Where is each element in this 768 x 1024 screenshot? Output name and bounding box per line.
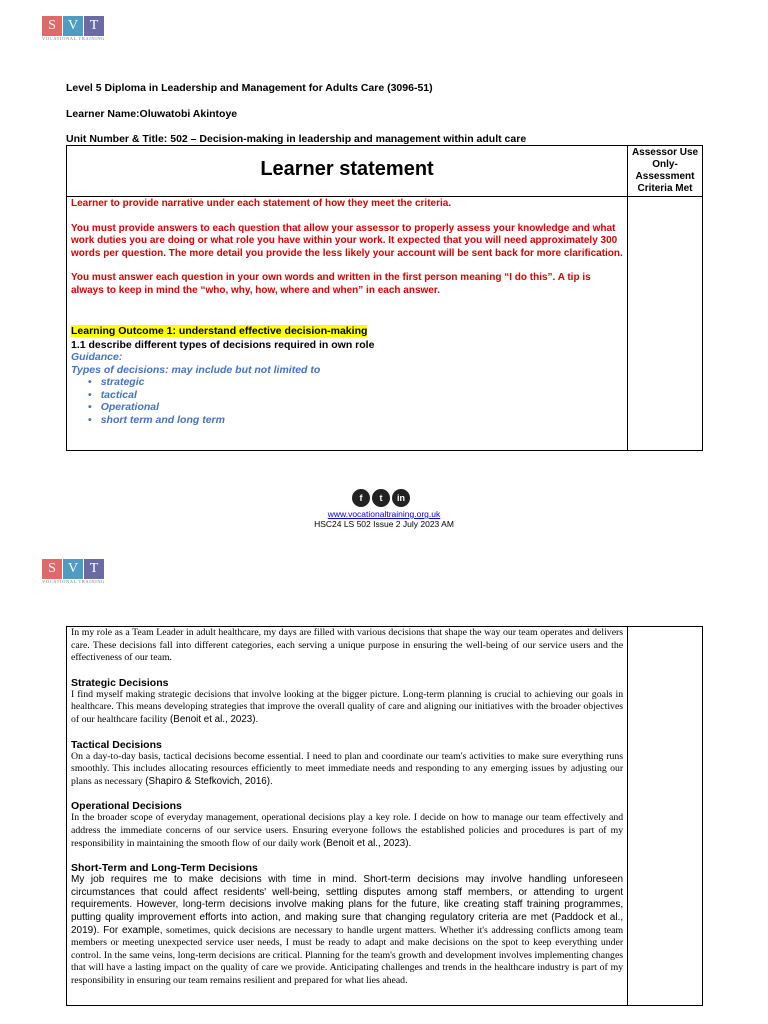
logo-letter-v: V xyxy=(63,16,83,36)
short-long-serif-text: sometimes, quick decisions are necessary to handle urgent matters. Whether it's addressing conflicts among team members or meeting unexpected service user needs, I must be ready to adapt and make decisions on the spot to keep everything under control. In the same veins, long-term decisions are critical. Planning for the team's growth and development involves implementing changes that will have a lasting impact on the quality of care we provide. Anticipating challenges and trends in the healthcare industry is part of my responsibility in ensuring our team remains resilient and prepared for what lies ahead. xyxy=(71,924,624,986)
instruction-1: Learner to provide narrative under each statement of how they meet the criteria. xyxy=(71,198,452,209)
unit-title: Unit Number & Title: 502 – Decision-making in leadership and management within adult care xyxy=(66,133,527,145)
logo-letter-t: T xyxy=(84,16,104,36)
logo-letter-s: S xyxy=(42,559,62,579)
short-long-sans-text: My job requires me to make decisions with time in mind. Short-term decisions may involve handling unforeseen circumstances that could affect residents' well-being, settling disputes among staff members, or attending to urgent requirements. However, long-term decisions involve making plans for the future, like creating staff training programmes, putting quality improvement efforts into action, and making sure that changing regulatory criteria are met (Paddock et al., 2019). For example, xyxy=(71,874,624,936)
logo-subtitle: VOCATIONAL TRAINING xyxy=(42,36,106,41)
linkedin-icon[interactable]: in xyxy=(392,489,410,507)
instructions-cell xyxy=(67,197,628,451)
website-link[interactable]: www.vocationaltraining.org.uk xyxy=(327,509,441,519)
twitter-icon[interactable]: t xyxy=(372,489,390,507)
issue-line: HSC24 LS 502 Issue 2 July 2023 AM xyxy=(314,519,454,529)
tactical-paragraph: On a day-to-day basis, tactical decisions become essential. I need to plan and coordinate our team's activities to make sure everything runs smoothly. This includes allocating resources efficiently to meet immediate needs and responding to any emerging issues by adjusting our plans as necessary (Shapiro & Stefkovich, 2016). xyxy=(71,750,624,787)
logo-letter-t: T xyxy=(84,559,104,579)
strategic-heading: Strategic Decisions xyxy=(71,676,169,689)
operational-paragraph: In the broader scope of everyday management, operational decisions play a key role. I decide on how to manage our team effectively and address the immediate concerns of our service users. Ensuring everyone follows the established policies and procedures is part of my responsibility in maintaining the smooth flow of our daily work (Benoit et al., 2023). xyxy=(71,812,624,849)
guidance-intro: Types of decisions: may include but not limited to xyxy=(71,363,321,376)
learner-name: Learner Name:Oluwatobi Akintoye xyxy=(66,108,238,120)
diploma-title: Level 5 Diploma in Leadership and Management for Adults Care (3096-51) xyxy=(66,82,433,94)
operational-heading: Operational Decisions xyxy=(71,800,182,813)
criterion-1-1: 1.1 describe different types of decisions required in own role xyxy=(71,339,375,351)
svt-logo-page-2 xyxy=(42,559,105,584)
logo-letter-v: V xyxy=(63,559,83,579)
logo-letter-s: S xyxy=(42,16,62,36)
short-long-heading: Short-Term and Long-Term Decisions xyxy=(71,862,258,875)
logo-subtitle: VOCATIONAL TRAINING xyxy=(42,579,106,584)
answer-cell xyxy=(67,627,628,1006)
tactical-heading: Tactical Decisions xyxy=(71,738,162,751)
guidance-list xyxy=(71,376,623,426)
answer-intro: In my role as a Team Leader in adult healthcare, my days are filled with various decisions that shape the way our team operates and delivers care. These decisions fall into different categories, each serving a unique purpose in ensuring the well-being of our service users and the effectiveness of our team. xyxy=(71,627,624,664)
tactical-citation: (Shapiro & Stefkovich, 2016). xyxy=(145,775,273,787)
operational-citation: (Benoit et al., 2023). xyxy=(322,837,412,849)
learner-statement-title-cell xyxy=(67,146,628,197)
guidance-item-strategic: • strategic xyxy=(88,376,623,389)
guidance-item-short-long: • short term and long term xyxy=(88,414,623,427)
instruction-3: You must answer each question in your own words and written in the first person meaning “I do this”. A tip is always to keep in mind the “who, why, how, where and when” in each answer. xyxy=(71,272,591,296)
assessor-use-only-label: Assessor Use Only- Assessment Criteria Met xyxy=(631,147,699,194)
assessor-header-cell xyxy=(628,146,703,197)
page-footer xyxy=(234,509,534,529)
short-long-paragraph xyxy=(71,874,623,987)
guidance-item-operational: • Operational xyxy=(88,401,623,414)
learning-outcome-1: Learning Outcome 1: understand effective decision-making xyxy=(71,325,368,337)
facebook-icon[interactable]: f xyxy=(352,489,370,507)
answer-table xyxy=(66,626,703,1006)
instruction-2: You must provide answers to each question that allow your assessor to properly assess your knowledge and what work duties you are doing or what role you have within your work. It expected that you will need approximately 300 words per question. The more detail you provide the less likely your account will be sent back for more clarification. xyxy=(71,222,623,259)
strategic-citation: (Benoit et al., 2023). xyxy=(170,713,259,725)
strategic-paragraph: I find myself making strategic decisions that involve looking at the bigger picture. Long-term planning is crucial to achieving our goals in healthcare. This means developing strategies that improve the overall quality of care and aligning our initiatives with the broader objectives of our healthcare facility (Benoit et al., 2023). xyxy=(71,688,624,725)
learner-statement-title: Learner statement xyxy=(260,158,434,180)
social-icons xyxy=(352,489,410,507)
learner-statement-table xyxy=(66,145,703,451)
guidance-item-tactical: • tactical xyxy=(88,389,623,402)
svt-logo xyxy=(42,16,105,41)
guidance-label: Guidance: xyxy=(71,351,123,363)
assessor-criteria-cell xyxy=(628,197,703,451)
answer-assessor-cell xyxy=(628,627,703,1006)
